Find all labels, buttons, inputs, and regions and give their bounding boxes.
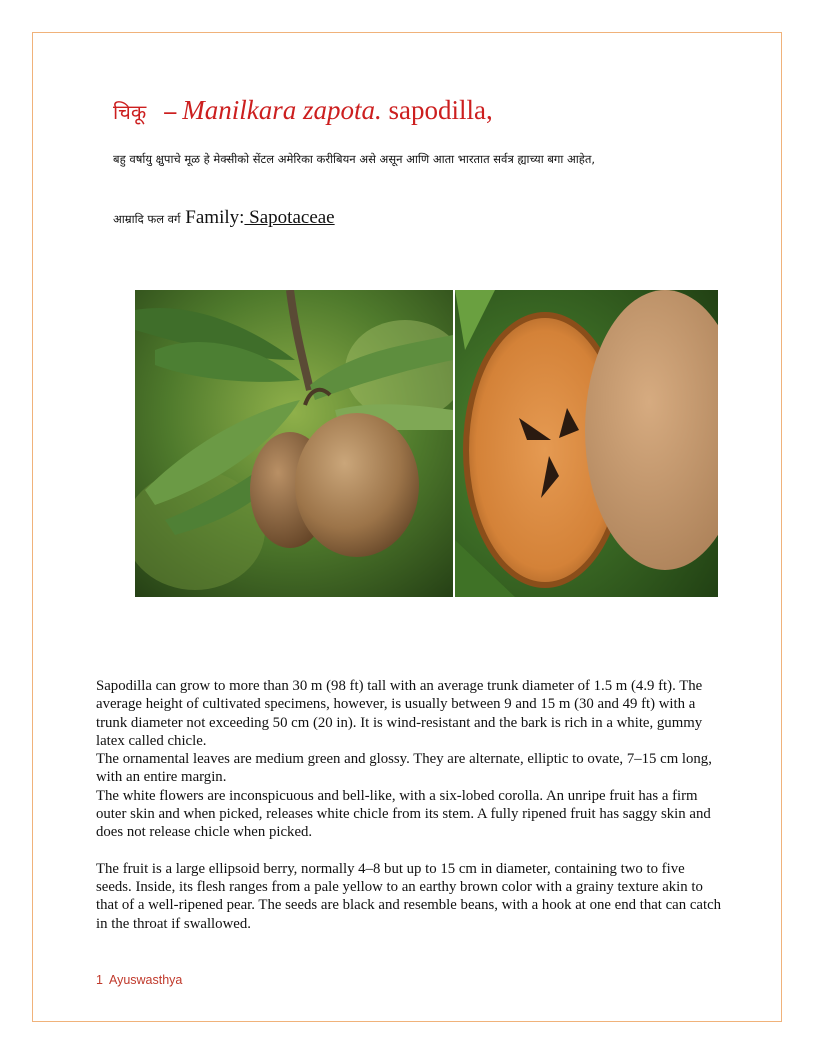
page-footer [96, 973, 182, 987]
body-paragraph: The ornamental leaves are medium green and glossy. They are alternate, elliptic to ovate, 7–15 cm long, with an entire margin. [96, 751, 712, 786]
intro-marathi: बहु वर्षायु क्षुपाचे मूळ हे मेक्सीको सेंटल अमेरिका करीबियन असे असून आणि आता भारतात सर्वत्र ह्याच्या बगा आहेत, [113, 152, 596, 166]
title-scientific-name: Manilkara zapota. [182, 95, 382, 125]
page-number: 1 [96, 973, 103, 987]
body-text [96, 677, 722, 933]
body-paragraph: The white flowers are inconspicuous and bell-like, with a six-lobed corolla. An unripe fruit has a firm outer skin and when picked, releases white chicle from its stem. A fully ripened fruit has saggy skin and does not release chicle when picked. [96, 787, 711, 841]
page-title [113, 94, 493, 127]
body-paragraph: The fruit is a large ellipsoid berry, normally 4–8 but up to 15 cm in diameter, containing two to five seeds. Inside, its flesh ranges from a pale yellow to an earthy brown color with a grainy texture akin to that of a well-ripened pear. The seeds are black and resemble beans, with a hook at one end that can catch in the throat if swallowed. [96, 860, 722, 932]
title-common-name: sapodilla, [388, 95, 493, 125]
family-marathi-label: आम्रादि फल वर्ग [113, 212, 181, 226]
body-paragraph: Sapodilla can grow to more than 30 m (98 ft) tall with an average trunk diameter of 1.5 m (4.9 ft). The average height of cultivated specimens, however, is usually between 9 and 15 m (30 and 49 ft) with a trunk diameter not exceeding 50 cm (20 in). It is wind-resistant and the bark is rich in a white, gummy latex called chicle. [96, 678, 703, 749]
family-line [113, 207, 335, 229]
title-marathi-name: चिकू [113, 100, 147, 124]
title-dash: – [164, 99, 177, 125]
family-label: Family: [185, 207, 245, 228]
sapodilla-fruit-on-tree-image [135, 290, 453, 597]
footer-label: Ayuswasthya [108, 973, 183, 987]
family-name: Sapotaceae [244, 207, 335, 228]
sapodilla-fruit-cut-open-image [455, 290, 718, 597]
